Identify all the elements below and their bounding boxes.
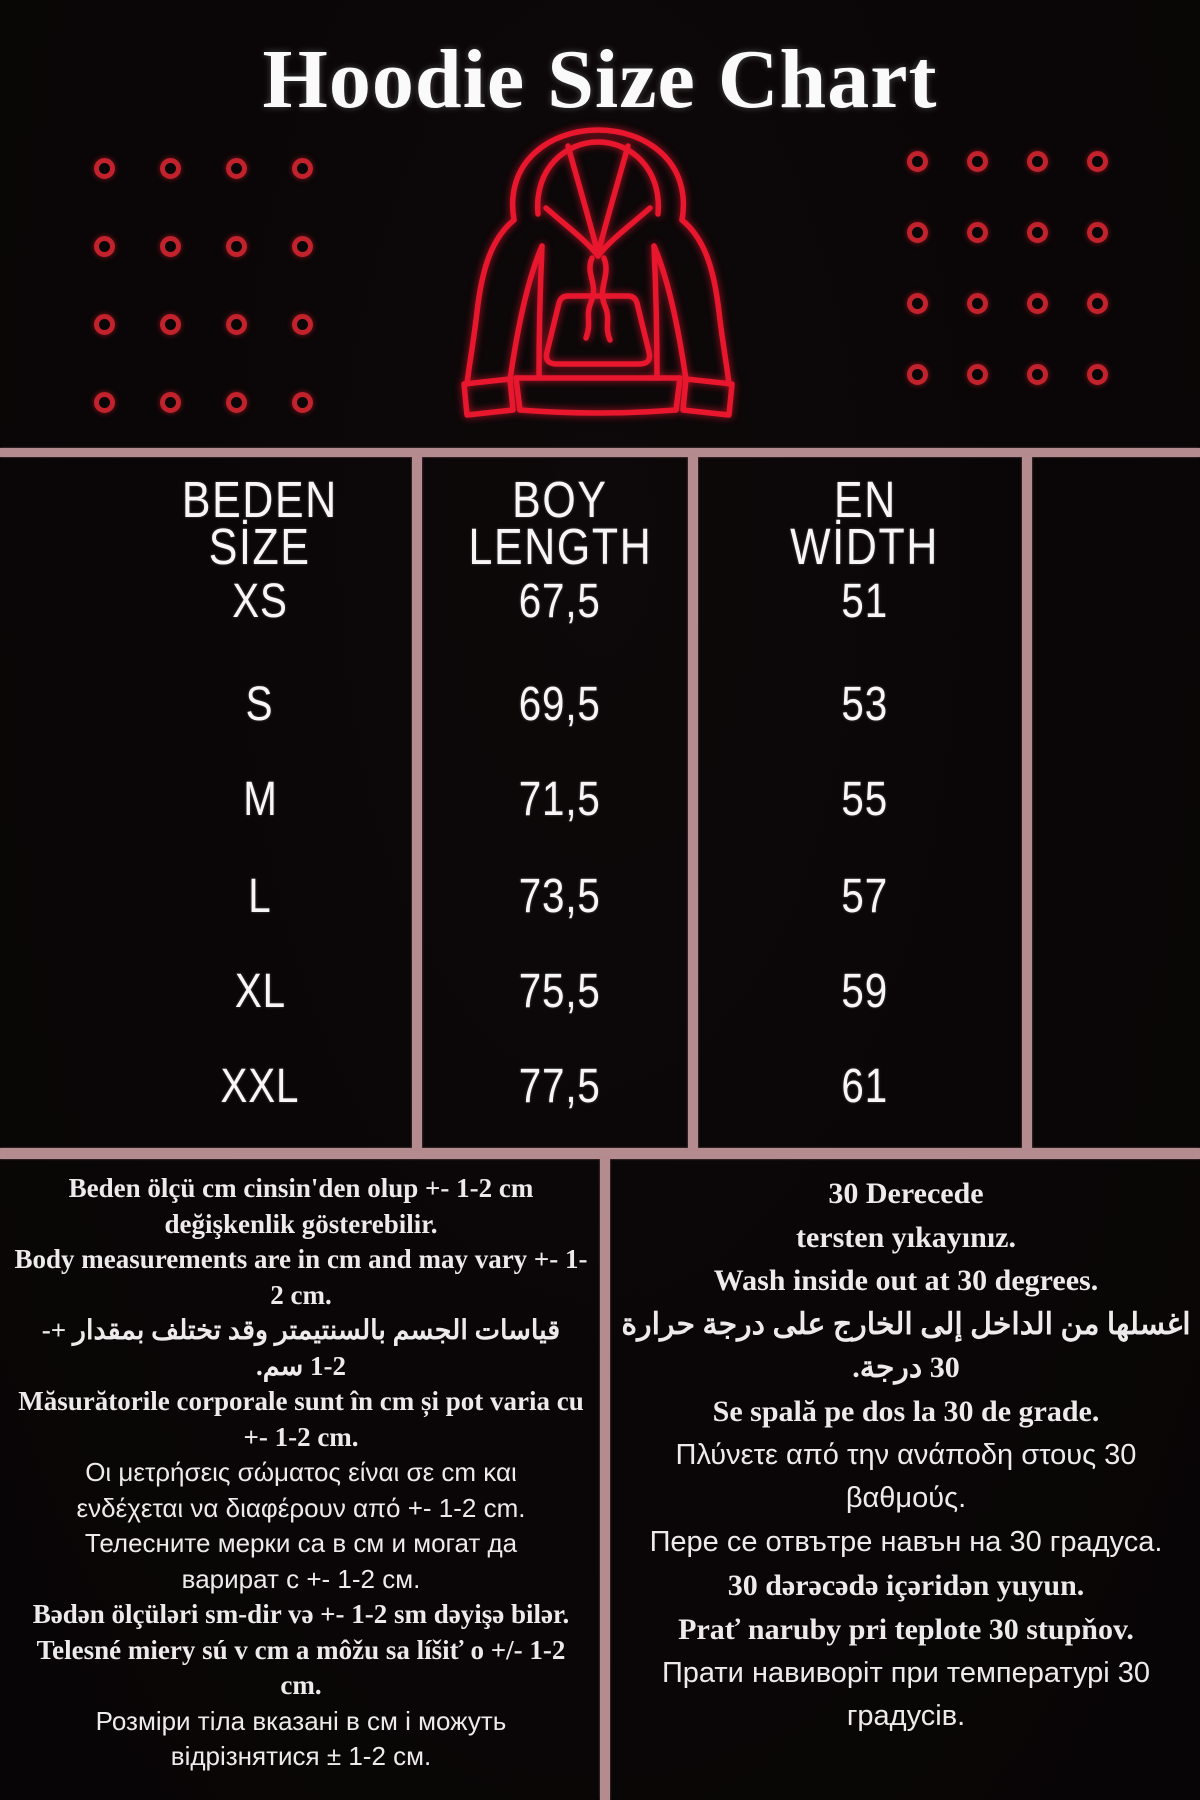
care-line: Prať naruby pri teplote 30 stupňov.	[678, 1612, 1134, 1646]
table-row-xs-size: XS	[232, 575, 288, 628]
care-panel-divider	[600, 1159, 610, 1800]
table-bottom-border	[0, 1148, 1200, 1159]
table-row-l-width: 57	[841, 870, 889, 923]
ring-dot-icon	[1087, 151, 1108, 172]
column-header-width-line2: WİDTH	[790, 518, 940, 575]
ring-dot-icon	[967, 222, 988, 243]
column-header-size-line2: SİZE	[209, 518, 311, 575]
ring-dot-icon	[907, 222, 928, 243]
ring-dot-icon	[1087, 293, 1108, 314]
ring-dot-icon	[292, 158, 313, 179]
ring-dot-icon	[226, 236, 247, 257]
ring-dot-icon	[160, 236, 181, 257]
table-row-xxl-size: XXL	[220, 1060, 300, 1113]
care-line: Розміри тіла вказані в см і можуть	[95, 1705, 507, 1736]
ring-dot-icon	[292, 236, 313, 257]
care-line: Măsurătorile corporale sunt în cm și pot varia cu	[18, 1386, 584, 1416]
ring-dot-icon	[226, 392, 247, 413]
care-line: 30 Derecede	[828, 1177, 984, 1210]
care-line: değişkenlik gösterebilir.	[164, 1208, 438, 1239]
table-row-m-length: 71,5	[519, 773, 601, 826]
ring-dot-icon	[160, 392, 181, 413]
table-row-m-width: 55	[841, 773, 889, 826]
ring-dot-icon	[907, 364, 928, 385]
care-line: Пере се отвътре навън на 30 градуса.	[649, 1525, 1163, 1558]
ring-dot-icon	[292, 314, 313, 335]
table-row-s-length: 69,5	[519, 678, 601, 731]
care-line: 2 cm.	[270, 1279, 332, 1310]
ring-dot-icon	[967, 151, 988, 172]
ring-dot-icon	[967, 293, 988, 314]
care-line: tersten yıkayınız.	[796, 1220, 1016, 1254]
table-row-s-width: 53	[841, 678, 889, 731]
ring-dot-icon	[94, 392, 115, 413]
column-header-size-line1: BEDEN	[181, 471, 339, 528]
hoodie-icon	[452, 116, 744, 418]
ring-dot-icon	[907, 293, 928, 314]
ring-dot-icon	[226, 158, 247, 179]
care-line: варират с +- 1-2 см.	[181, 1563, 421, 1594]
care-instructions-measurements	[6, 1171, 596, 1775]
dot-grid-right	[907, 151, 1108, 385]
table-row-l-size: L	[248, 870, 272, 923]
ring-dot-icon	[907, 151, 928, 172]
care-line: Wash inside out at 30 degrees.	[713, 1264, 1099, 1298]
care-line: +- 1-2 cm.	[243, 1421, 359, 1452]
care-line: відрізнятися ± 1-2 см.	[170, 1741, 432, 1771]
table-row-xxl-length: 77,5	[519, 1060, 601, 1113]
ring-dot-icon	[94, 314, 115, 335]
ring-dot-icon	[1027, 293, 1048, 314]
table-row-xs-width: 51	[841, 575, 889, 628]
ring-dot-icon	[1087, 222, 1108, 243]
care-line-arabic: اغسلها من الداخل إلى الخارج على درجة حرارة	[621, 1307, 1191, 1341]
table-row-s-size: S	[246, 678, 274, 731]
care-line: градусів.	[846, 1700, 966, 1733]
ring-dot-icon	[94, 158, 115, 179]
dot-grid-left	[94, 158, 313, 413]
table-row-xl-length: 75,5	[519, 965, 601, 1018]
care-line: Body measurements are in cm and may vary +- 1-	[14, 1244, 588, 1274]
table-row-xl-size: XL	[234, 965, 286, 1018]
ring-dot-icon	[292, 392, 313, 413]
table-row-xl-width: 59	[841, 965, 889, 1018]
care-line: Se spală pe dos la 30 de grade.	[712, 1394, 1100, 1428]
ring-dot-icon	[1027, 222, 1048, 243]
table-row-xs-length: 67,5	[519, 575, 601, 628]
table-row-m-size: M	[242, 773, 278, 826]
ring-dot-icon	[1027, 151, 1048, 172]
column-header-length-line1: BOY	[512, 471, 608, 528]
ring-dot-icon	[1087, 364, 1108, 385]
care-line-arabic: 1-2 سم.	[255, 1350, 347, 1381]
care-line: Телесните мерки са в см и могат да	[84, 1528, 518, 1558]
care-line: cm.	[280, 1670, 322, 1700]
care-line-arabic: 30 درجة.	[852, 1351, 960, 1385]
care-line: ενδέχεται να διαφέρουν από +- 1-2 cm.	[76, 1492, 526, 1523]
care-line: Πλύνετε από την ανάποδη στους 30	[675, 1438, 1137, 1471]
care-line: 30 dərəcədə içəridən yuyun.	[727, 1569, 1085, 1603]
ring-dot-icon	[160, 158, 181, 179]
care-line: Beden ölçü cm cinsin'den olup +- 1-2 cm	[68, 1173, 534, 1203]
care-line: Οι μετρήσεις σώματος είναι σε cm και	[85, 1457, 517, 1487]
ring-dot-icon	[967, 364, 988, 385]
column-header-width-line1: EN	[833, 471, 897, 528]
care-line: Прати навиворіт при температурі 30	[661, 1656, 1151, 1689]
care-line: Bədən ölçüləri sm-dir və +- 1-2 sm dəyişə bilər.	[32, 1599, 570, 1629]
care-instructions-washing	[620, 1172, 1192, 1739]
care-line: βαθμούς.	[845, 1482, 967, 1515]
care-line-arabic: قياسات الجسم بالسنتيمتر وقد تختلف بمقدار +-	[41, 1315, 561, 1345]
table-row-l-length: 73,5	[519, 870, 601, 923]
page-title: Hoodie Size Chart	[262, 33, 938, 126]
care-line: Telesné miery sú v cm a môžu sa líšiť o +/- 1-2	[36, 1634, 566, 1665]
column-header-length-line2: LENGTH	[468, 518, 652, 575]
ring-dot-icon	[1027, 364, 1048, 385]
ring-dot-icon	[94, 236, 115, 257]
table-row-xxl-width: 61	[841, 1060, 889, 1113]
ring-dot-icon	[160, 314, 181, 335]
table-top-border	[0, 448, 1200, 457]
ring-dot-icon	[226, 314, 247, 335]
